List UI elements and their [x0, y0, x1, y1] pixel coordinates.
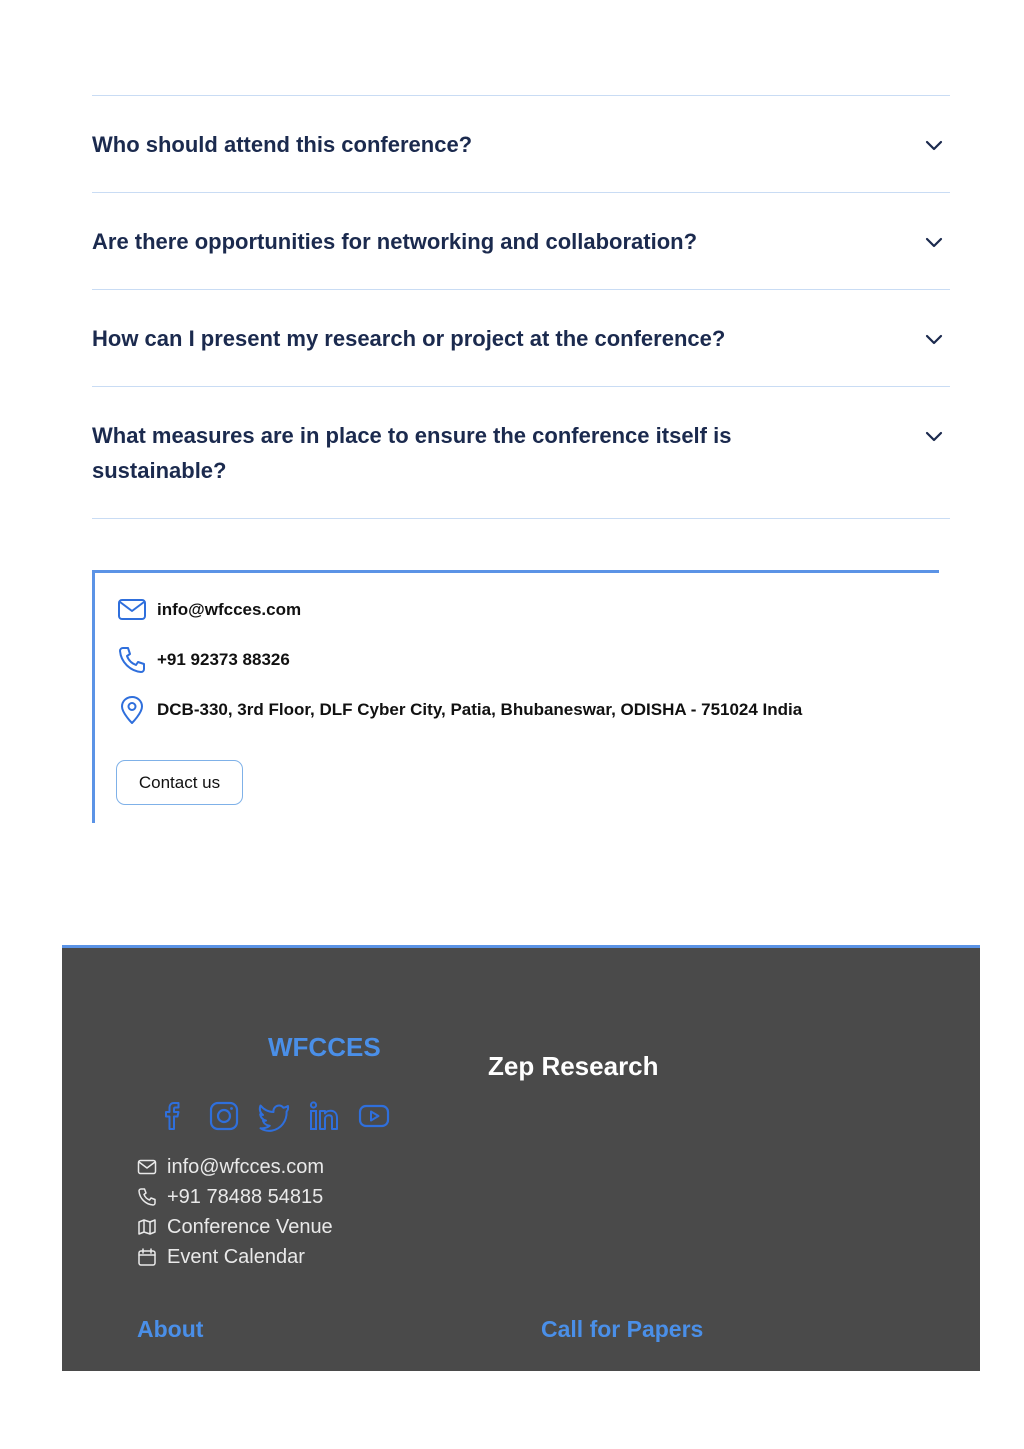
- phone-icon: [117, 645, 147, 675]
- linkedin-icon[interactable]: [307, 1099, 341, 1133]
- footer-email[interactable]: info@wfcces.com: [167, 1155, 325, 1178]
- footer-org-name: Zep Research: [488, 1051, 659, 1081]
- footer-venue-link[interactable]: [137, 1212, 333, 1242]
- footer-phone-link[interactable]: [137, 1182, 333, 1212]
- contact-address: DCB-330, 3rd Floor, DLF Cyber City, Patia, Bhubaneswar, ODISHA - 751024 India: [157, 700, 803, 719]
- footer-calendar[interactable]: Event Calendar: [167, 1245, 305, 1268]
- footer-about-heading[interactable]: About: [137, 1316, 204, 1342]
- contact-address-row: [117, 695, 802, 725]
- facebook-icon[interactable]: [157, 1099, 191, 1133]
- contact-phone[interactable]: +91 92373 88326: [157, 650, 290, 669]
- chevron-down-icon[interactable]: [924, 232, 944, 252]
- mail-icon: [137, 1157, 157, 1177]
- faq-item[interactable]: [92, 192, 950, 289]
- faq-accordion: [92, 95, 950, 519]
- instagram-icon[interactable]: [207, 1099, 241, 1133]
- faq-item[interactable]: [92, 289, 950, 386]
- faq-question[interactable]: Are there opportunities for networking and collaboration?: [92, 229, 698, 254]
- social-links: [157, 1099, 407, 1133]
- youtube-icon[interactable]: [357, 1099, 391, 1133]
- faq-item[interactable]: [92, 386, 950, 519]
- contact-email-row: [117, 595, 301, 625]
- mail-icon: [117, 595, 147, 625]
- footer-phone[interactable]: +91 78488 54815: [167, 1185, 324, 1208]
- contact-phone-row: [117, 645, 290, 675]
- phone-icon: [137, 1187, 157, 1207]
- chevron-down-icon[interactable]: [924, 329, 944, 349]
- faq-question[interactable]: How can I present my research or project at the conference?: [92, 326, 726, 351]
- chevron-down-icon[interactable]: [924, 135, 944, 155]
- footer-calendar-link[interactable]: [137, 1242, 333, 1272]
- location-pin-icon: [117, 695, 147, 725]
- contact-email[interactable]: info@wfcces.com: [157, 600, 302, 619]
- site-footer: [62, 945, 980, 1371]
- contact-us-button[interactable]: Contact us: [116, 760, 243, 805]
- faq-item[interactable]: [92, 95, 950, 192]
- calendar-icon: [137, 1247, 157, 1267]
- footer-brand[interactable]: WFCCES: [268, 1032, 381, 1062]
- footer-venue[interactable]: Conference Venue: [167, 1215, 333, 1238]
- footer-contact-links: [137, 1152, 333, 1272]
- contact-card: [92, 570, 939, 823]
- twitter-icon[interactable]: [257, 1099, 291, 1133]
- chevron-down-icon[interactable]: [924, 426, 944, 446]
- footer-call-for-papers-heading[interactable]: Call for Papers: [541, 1316, 704, 1342]
- faq-question[interactable]: What measures are in place to ensure the conference itself is sustainable?: [92, 423, 732, 483]
- footer-email-link[interactable]: [137, 1152, 333, 1182]
- faq-question[interactable]: Who should attend this conference?: [92, 132, 473, 157]
- map-icon: [137, 1217, 157, 1237]
